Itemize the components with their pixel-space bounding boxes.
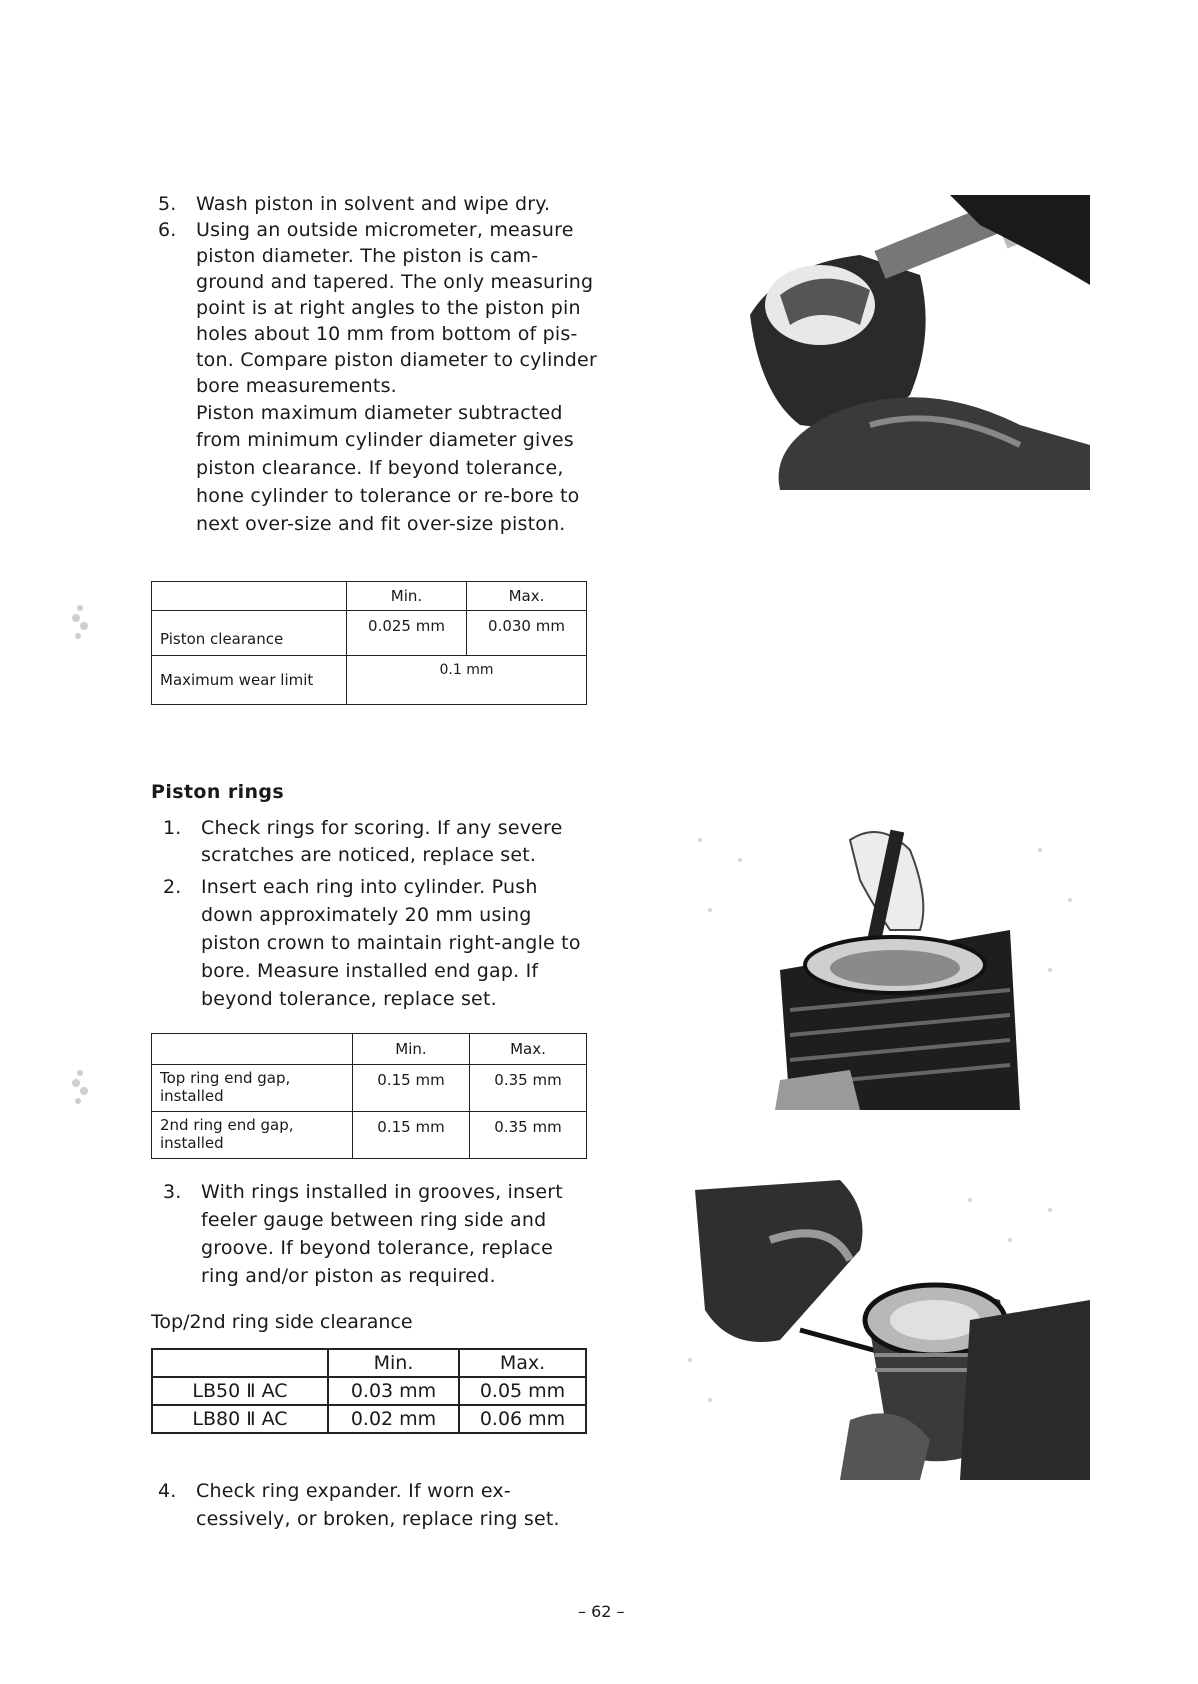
- max-value: 0.05 mm: [459, 1377, 586, 1405]
- text-line: ground and tapered. The only measuring: [196, 271, 594, 293]
- text-line: Check ring expander. If worn ex-: [196, 1480, 511, 1502]
- empty-header-cell: [152, 582, 347, 611]
- text-line: groove. If beyond tolerance, replace: [201, 1237, 553, 1259]
- step-number: 1.: [163, 817, 182, 839]
- row-label: [152, 1112, 353, 1159]
- model-label: LB50 Ⅱ AC: [152, 1377, 328, 1405]
- side-clearance-title: Top/2nd ring side clearance: [151, 1311, 413, 1333]
- text-line: beyond tolerance, replace set.: [201, 988, 497, 1010]
- text-line: ton. Compare piston diameter to cylinder: [196, 349, 597, 371]
- text-line: holes about 10 mm from bottom of pis-: [196, 323, 578, 345]
- text-line: piston clearance. If beyond tolerance,: [196, 457, 564, 479]
- text-line: from minimum cylinder diameter gives: [196, 429, 574, 451]
- max-value: 0.030 mm: [467, 611, 587, 656]
- text-line: hone cylinder to tolerance or re-bore to: [196, 485, 580, 507]
- ring-side-clearance-table: [151, 1348, 587, 1434]
- max-value: 0.06 mm: [459, 1405, 586, 1433]
- step-number: 3.: [163, 1181, 182, 1203]
- limit-value: 0.1 mm: [347, 656, 587, 705]
- text-line: scratches are noticed, replace set.: [201, 844, 537, 866]
- scan-smudge-mark: [62, 1065, 98, 1115]
- text-line: next over-size and fit over-size piston.: [196, 513, 566, 535]
- empty-header-cell: [152, 1034, 353, 1065]
- piston-clearance-table: [151, 581, 587, 705]
- scan-smudge-mark: [62, 600, 98, 650]
- min-header: Min.: [328, 1349, 459, 1377]
- text-line: piston diameter. The piston is cam-: [196, 245, 539, 267]
- text-line: cessively, or broken, replace ring set.: [196, 1508, 560, 1530]
- step-number: 6.: [158, 219, 177, 241]
- text-line: bore. Measure installed end gap. If: [201, 960, 539, 982]
- text-line: Piston maximum diameter subtracted: [196, 402, 563, 424]
- min-value: 0.025 mm: [347, 611, 467, 656]
- text-line: Using an outside micrometer, measure: [196, 219, 574, 241]
- text-line: feeler gauge between ring side and: [201, 1209, 547, 1231]
- min-value: 0.02 mm: [328, 1405, 459, 1433]
- empty-header-cell: [152, 1349, 328, 1377]
- ring-end-gap-photo: [680, 820, 1090, 1110]
- step-number: 4.: [158, 1480, 177, 1502]
- ring-end-gap-table: [151, 1033, 587, 1159]
- row-label: Maximum wear limit: [152, 656, 347, 705]
- min-header: Min.: [353, 1034, 470, 1065]
- section-heading: Piston rings: [151, 781, 285, 803]
- max-value: 0.35 mm: [470, 1112, 587, 1159]
- label-line: Top ring end gap,: [160, 1069, 291, 1087]
- text-line: Insert each ring into cylinder. Push: [201, 876, 538, 898]
- row-label: [152, 1065, 353, 1112]
- text-line: With rings installed in grooves, insert: [201, 1181, 563, 1203]
- max-header: Max.: [459, 1349, 586, 1377]
- min-value: 0.03 mm: [328, 1377, 459, 1405]
- max-value: 0.35 mm: [470, 1065, 587, 1112]
- label-line: installed: [160, 1087, 224, 1105]
- page-number: – 62 –: [578, 1602, 625, 1621]
- text-line: Check rings for scoring. If any severe: [201, 817, 563, 839]
- step-number: 5.: [158, 193, 177, 215]
- min-value: 0.15 mm: [353, 1065, 470, 1112]
- step-number: 2.: [163, 876, 182, 898]
- text-line: point is at right angles to the piston pin: [196, 297, 581, 319]
- max-header: Max.: [470, 1034, 587, 1065]
- min-header: Min.: [347, 582, 467, 611]
- text-line: bore measurements.: [196, 375, 397, 397]
- ring-side-clearance-photo: [670, 1180, 1090, 1480]
- row-label: Piston clearance: [152, 611, 347, 656]
- min-value: 0.15 mm: [353, 1112, 470, 1159]
- text-line: piston crown to maintain right-angle to: [201, 932, 581, 954]
- label-line: 2nd ring end gap,: [160, 1116, 294, 1134]
- model-label: LB80 Ⅱ AC: [152, 1405, 328, 1433]
- text-line: down approximately 20 mm using: [201, 904, 532, 926]
- text-line: ring and/or piston as required.: [201, 1265, 496, 1287]
- label-line: installed: [160, 1134, 224, 1152]
- micrometer-piston-photo: [720, 195, 1090, 490]
- step-text: Wash piston in solvent and wipe dry.: [196, 193, 551, 215]
- max-header: Max.: [467, 582, 587, 611]
